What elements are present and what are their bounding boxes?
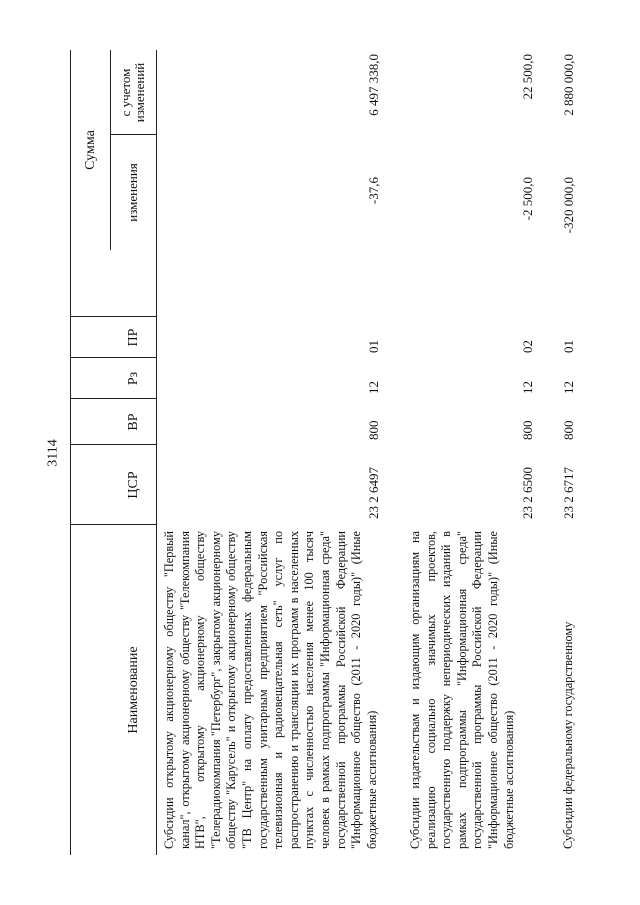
header-rz-text: Рз bbox=[125, 371, 141, 386]
header-vr bbox=[110, 399, 156, 445]
table-row-3-name: Субсидии федеральному государственному bbox=[561, 621, 575, 849]
table-row-1-rz: 12 bbox=[366, 381, 381, 394]
table-row-3-pr: 01 bbox=[561, 340, 576, 353]
header-sum bbox=[70, 50, 110, 250]
header-change bbox=[110, 135, 156, 250]
header-vr-text: ВР bbox=[125, 413, 141, 431]
table-row-2-pr: 02 bbox=[520, 340, 535, 353]
table-row-2-name: Субсидии издательствам и издающим организациям на реализацию социально значимых проектов, государственную поддержку непериодических изданий в рамках подпрограммы "Информационная среда" государственной программы Российской Федерации "Информационное общество (2011 - 2020 годы)" (Иные бюджетные ассигнования) bbox=[408, 531, 516, 849]
table-row-1-with-changes: 6 497 338,0 bbox=[366, 54, 381, 116]
page-number bbox=[44, 426, 64, 480]
table-row-2-change: -2 500,0 bbox=[520, 177, 535, 221]
header-with-changes-text: с учетом изменений bbox=[118, 62, 147, 123]
table-row-3-vr: 800 bbox=[561, 420, 576, 440]
table-row-3-csr: 23 2 6717 bbox=[561, 467, 576, 519]
header-change-text: изменения bbox=[125, 163, 140, 222]
table-grid bbox=[70, 50, 610, 855]
document-table bbox=[70, 50, 610, 855]
table-row-2-vr: 800 bbox=[520, 420, 535, 440]
header-rz bbox=[110, 358, 156, 399]
header-pr bbox=[110, 317, 156, 358]
header-csr bbox=[110, 445, 156, 525]
table-row-3-rz: 12 bbox=[561, 381, 576, 394]
table-row-1-change: -37,6 bbox=[366, 177, 381, 205]
table-row-1-name: Субсидии открытому акционерному обществу "Первый канал", открытому акционерному обществу "Телекомпания НТВ", открытому акционерному обществу "Телерадиокомпания "Петербург", закрытому акционерному обществу "Карусель" и открытому акционерному обществу "ТВ Центр" на оплату предоставленных федеральным государственным унитарным предприятием "Российская телевизионная и радиовещательная сеть" услуг по распространению и трансляции их программ в населенных пунктах с численностью населения менее 100 тысяч человек в рамках подпрограммы "Информационная среда" государственной программы Российской Федерации "Информационное общество (2011 - 2020 годы)" (Иные бюджетные ассигнования) bbox=[162, 531, 379, 849]
header-sum-text: Сумма bbox=[82, 130, 98, 170]
table-row-2-rz: 12 bbox=[520, 381, 535, 394]
header-with-changes bbox=[110, 50, 156, 135]
table-row-2-with-changes: 22 500,0 bbox=[520, 54, 535, 100]
page-number-text: 3114 bbox=[46, 439, 62, 467]
table-row-2-csr: 23 2 6500 bbox=[520, 467, 535, 519]
header-name-text: Наименование bbox=[125, 646, 141, 734]
header-bottom-border bbox=[156, 50, 157, 855]
header-csr-text: ЦСР bbox=[125, 471, 141, 499]
table-row-1-pr: 01 bbox=[366, 340, 381, 353]
header-name bbox=[110, 525, 156, 855]
table-row-1-csr: 23 2 6497 bbox=[366, 467, 381, 519]
header-pr-text: ПР bbox=[125, 328, 141, 347]
table-row-3-with-changes: 2 880 000,0 bbox=[561, 54, 576, 116]
table-row-3-change: -320 000,0 bbox=[561, 177, 576, 234]
table-row-1-vr: 800 bbox=[366, 420, 381, 440]
